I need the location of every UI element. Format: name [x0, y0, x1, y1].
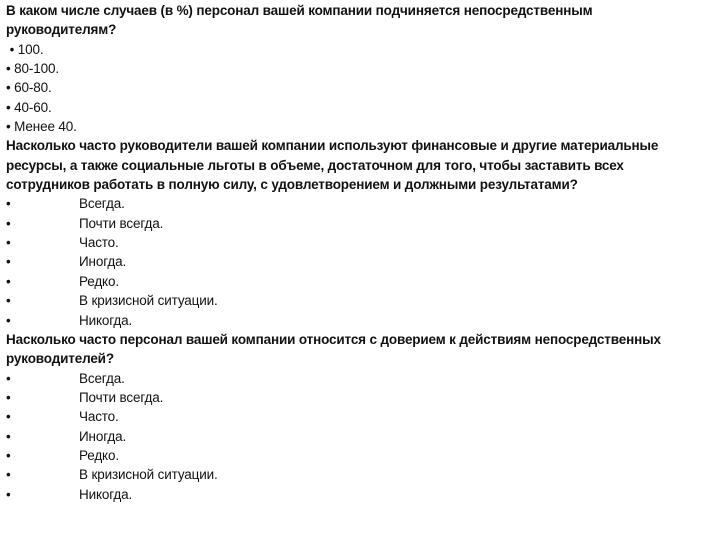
q3-option-2-label: Почти всегда.: [79, 389, 164, 405]
q3-option-4: [6, 427, 706, 446]
q2-option-7: [6, 311, 706, 330]
q3-option-3: [6, 407, 706, 426]
bullet: •: [6, 389, 11, 405]
bullet: •: [6, 428, 11, 444]
q2-option-7-label: Никогда.: [79, 312, 133, 328]
q2-option-6-label: В кризисной ситуации.: [79, 293, 218, 309]
survey-document: [6, 1, 706, 504]
q3-option-1: [6, 369, 706, 388]
q1-option-1: • 100.: [6, 41, 44, 57]
q2-option-6: [6, 291, 706, 310]
bullet: •: [6, 235, 11, 251]
q2-option-5: [6, 272, 706, 291]
bullet: •: [6, 254, 11, 270]
q3-option-6: [6, 465, 706, 484]
q1-option-3: • 60-80.: [6, 80, 52, 96]
bullet: •: [6, 215, 11, 231]
bullet: •: [6, 293, 11, 309]
question-2: Насколько часто руководители вашей компании используют финансовые и другие материальные ресурсы, а также социальные льготы в объеме, достаточном для того, чтобы заставить всех сотрудников работать в полную силу, с удовлетворением и должными результатами?: [6, 138, 659, 193]
bullet: •: [6, 273, 11, 289]
bullet: •: [6, 467, 11, 483]
q2-option-4-label: Иногда.: [79, 254, 127, 270]
q2-option-1: [6, 194, 706, 213]
question-3: Насколько часто персонал вашей компании относится с доверием к действиям непосредственных руководителей?: [6, 331, 661, 367]
bullet: •: [6, 312, 11, 328]
q1-option-5: • Менее 40.: [6, 119, 77, 135]
q1-option-4: • 40-60.: [6, 99, 52, 115]
bullet: •: [6, 486, 11, 502]
q2-option-4: [6, 252, 706, 271]
q2-option-3-label: Часто.: [79, 235, 119, 251]
q2-option-2-label: Почти всегда.: [79, 215, 164, 231]
q2-option-1-label: Всегда.: [79, 196, 125, 212]
q2-option-3: [6, 233, 706, 252]
q3-option-2: [6, 388, 706, 407]
q1-option-2: • 80-100.: [6, 61, 59, 77]
question-1: В каком числе случаев (в %) персонал вашей компании подчиняется непосредственным руководителям?: [6, 3, 593, 38]
q3-option-1-label: Всегда.: [79, 370, 125, 386]
q3-option-7: [6, 485, 706, 504]
bullet: •: [6, 196, 11, 212]
q2-option-2: [6, 214, 706, 233]
q3-option-5: [6, 446, 706, 465]
bullet: •: [6, 370, 11, 386]
bullet: •: [6, 447, 11, 463]
bullet: •: [6, 409, 11, 425]
q3-option-4-label: Иногда.: [79, 428, 127, 444]
q3-option-5-label: Редко.: [79, 447, 119, 463]
q3-option-6-label: В кризисной ситуации.: [79, 467, 218, 483]
q3-option-3-label: Часто.: [79, 409, 119, 425]
q2-option-5-label: Редко.: [79, 273, 119, 289]
q3-option-7-label: Никогда.: [79, 486, 133, 502]
